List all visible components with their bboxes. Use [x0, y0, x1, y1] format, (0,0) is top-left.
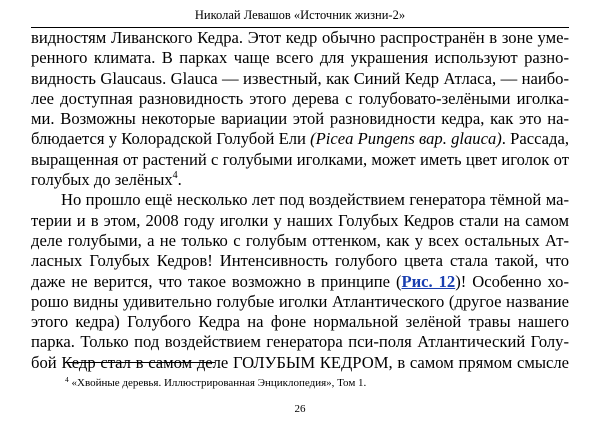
text-line: деле голубыми, а не только с голубым оттенком, как у всех остальных Ат-: [31, 230, 569, 250]
text-line: лее доступная разновидность этого дерева с голубовато-зелёными иголка-: [31, 88, 569, 108]
page-number: 26: [294, 403, 306, 415]
text-run: блюдается у Колорадской Голубой Ели: [31, 129, 311, 149]
footnote-separator: [65, 362, 215, 363]
text-line: [31, 170, 569, 190]
paragraph-2: [31, 190, 569, 373]
text-line: этого кедра) Голубого Кедра на фоне нормальной зелёной травы нашего: [31, 312, 569, 332]
text-line: ренного климата. В парках чаще всего для украшения используют разно-: [31, 48, 569, 68]
text-run: .: [177, 170, 182, 190]
body-text: [31, 28, 569, 373]
text-line: рошо видны удивительно голубые иголки Атлантического (другое название: [31, 291, 569, 311]
text-line: парка. Только под воздействием генератора пси-поля Атлантический Голу-: [31, 332, 569, 352]
text-run: голубых до зелёных: [31, 170, 173, 190]
figure-link[interactable]: Рис. 12: [401, 271, 456, 291]
text-line: видность Glaucaus. Glauca — известный, как Синий Кедр Атласа, — наибо-: [31, 68, 569, 88]
running-title: Николай Левашов «Источник жизни-2»: [194, 8, 406, 22]
text-line: терии и в этом, 2008 году иголки у наших Голубых Кедров стали на самом: [31, 210, 569, 230]
text-line: выращенная от растений с голубыми иголками, может иметь цвет иголок от: [31, 149, 569, 169]
footnote-text: «Хвойные деревья. Иллюстрированная Энциклопедия», Том 1.: [68, 377, 367, 389]
text-run: )! Особенно хо-: [455, 271, 569, 291]
footnote-mark: 4: [65, 375, 69, 384]
footnote: [65, 376, 366, 390]
text-run: . Рассада,: [501, 129, 569, 149]
paragraph-1: [31, 28, 569, 190]
text-line: ми. Возможны некоторые вариации этой разновидности кедра, как это на-: [31, 109, 569, 129]
footnote-reference[interactable]: 4: [172, 170, 178, 182]
text-line: [31, 129, 569, 149]
text-run: даже не верится, что такое возможно в принципе (: [31, 271, 402, 291]
text-line: [31, 272, 569, 292]
text-line: ласных Голубых Кедров! Интенсивность голубого цвета стала такой, что: [31, 251, 569, 271]
text-line: бой Кедр стал в самом деле ГОЛУБЫМ КЕДРОМ, в самом прямом смысле: [31, 352, 569, 372]
latin-species-name: (Picea Pungens вар. glauca): [310, 129, 502, 149]
text-line: Но прошло ещё несколько лет под воздействием генератора тёмной ма-: [61, 190, 569, 210]
text-line: видностям Ливанского Кедра. Этот кедр обычно распространён в зоне уме-: [31, 28, 569, 47]
